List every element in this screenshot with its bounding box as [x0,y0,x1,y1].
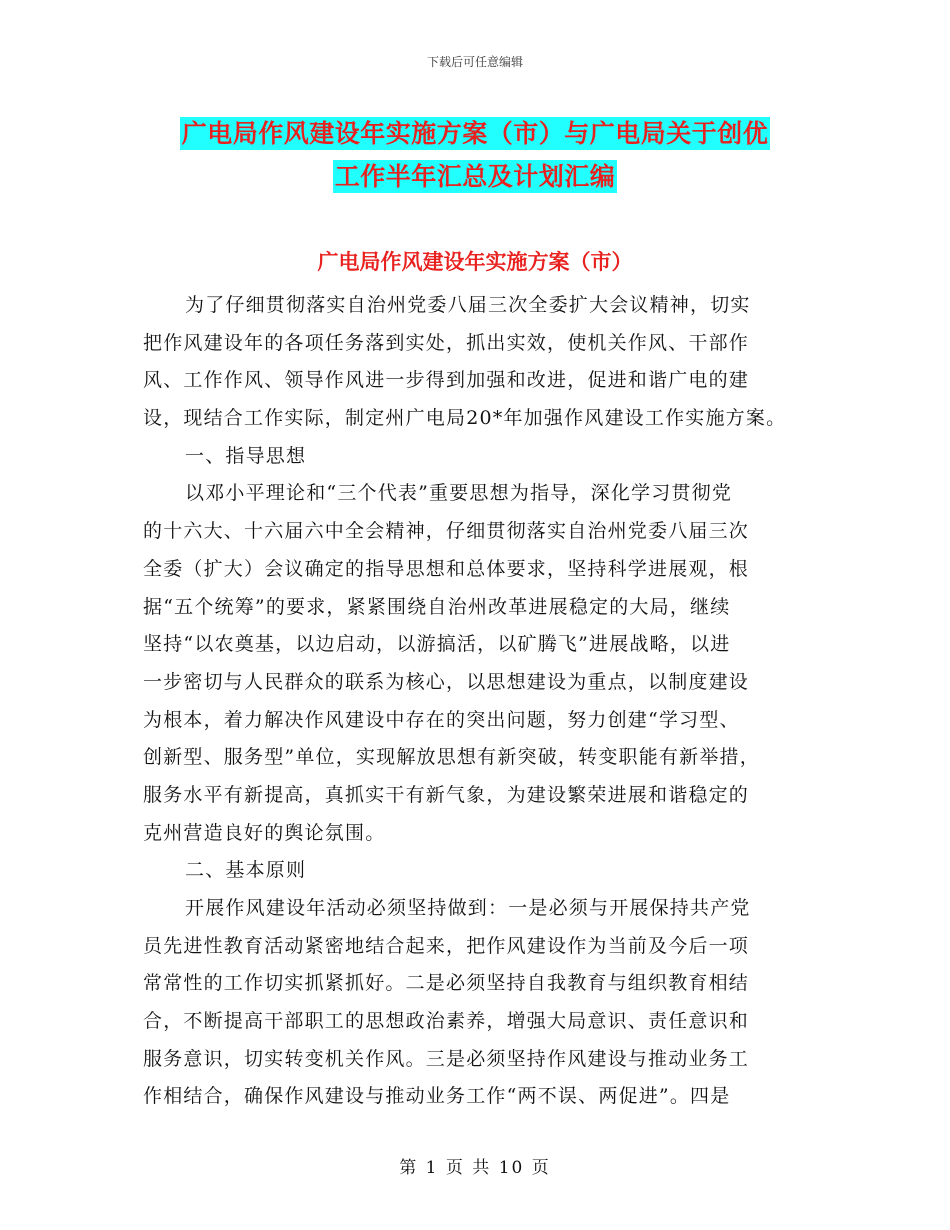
document-body [143,287,813,1116]
document-title-line-1 [0,114,950,150]
heading-basic-principles: 二、基本原则 [185,859,307,882]
page-number-footer: 第 1 页 共 10 页 [399,1158,551,1178]
paragraph-line: 以邓小平理论和“三个代表”重要思想为指导，深化学习贯彻党 [185,482,733,505]
paragraph-line: 开展作风建设年活动必须坚持做到：一是必须与开展保持共产党 [185,897,751,919]
section-title: 广电局作风建设年实施方案（市） [317,249,633,274]
paragraph-line: 为了仔细贯彻落实自治州党委八届三次全委扩大会议精神，切实 [185,294,751,316]
paragraph-line: 常常性的工作切实抓紧抓好。二是必须坚持自我教育与组织教育相结 [143,972,750,995]
title-highlight-1: 广电局作风建设年实施方案（市）与广电局关于创优 [181,119,769,148]
paragraph-line: 设，现结合工作实际，制定州广电局20*年加强作风建设工作实施方案。 [143,407,787,430]
paragraph-line: 服务意识，切实转变机关作风。三是必须坚持作风建设与推动业务工 [143,1047,750,1070]
paragraph-line: 坚持“以农奠基，以边启动，以游搞活，以矿腾飞”进展战略，以进 [143,633,731,656]
paragraph-line: 风、工作作风、领导作风进一步得到加强和改进，促进和谐广电的建 [143,369,750,392]
paragraph-line: 为根本，着力解决作风建设中存在的突出问题，努力创建“学习型、 [143,708,740,731]
paragraph-line: 一步密切与人民群众的联系为核心，以思想建设为重点，以制度建设 [143,670,750,693]
paragraph-line: 把作风建设年的各项任务落到实处，抓出实效，使机关作风、干部作 [143,331,750,354]
heading-guiding-ideology: 一、指导思想 [185,444,307,467]
document-title-line-2 [0,157,950,193]
paragraph-line: 作相结合，确保作风建设与推动业务工作“两不误、两促进”。四是 [143,1085,731,1108]
paragraph-line: 员先进性教育活动紧密地结合起来，把作风建设作为当前及今后一项 [143,934,750,957]
title-highlight-2: 工作半年汇总及计划汇编 [334,162,616,191]
paragraph-line: 服务水平有新提高，真抓实干有新气象，为建设繁荣进展和谐稳定的 [143,783,750,806]
paragraph-line: 克州营造良好的舆论氛围。 [143,821,386,844]
paragraph-line: 据“五个统筹”的要求，紧紧围绕自治州改革进展稳定的大局，继续 [143,595,731,618]
paragraph-line: 创新型、服务型”单位，实现解放思想有新突破，转变职能有新举措， [143,746,760,769]
paragraph-line: 合，不断提高干部职工的思想政治素养，增强大局意识、责任意识和 [143,1010,750,1033]
header-note: 下载后可任意编辑 [426,55,523,69]
paragraph-line: 全委（扩大）会议确定的指导思想和总体要求，坚持科学进展观，根 [143,557,750,580]
paragraph-line: 的十六大、十六届六中全会精神，仔细贯彻落实自治州党委八届三次 [143,520,750,543]
